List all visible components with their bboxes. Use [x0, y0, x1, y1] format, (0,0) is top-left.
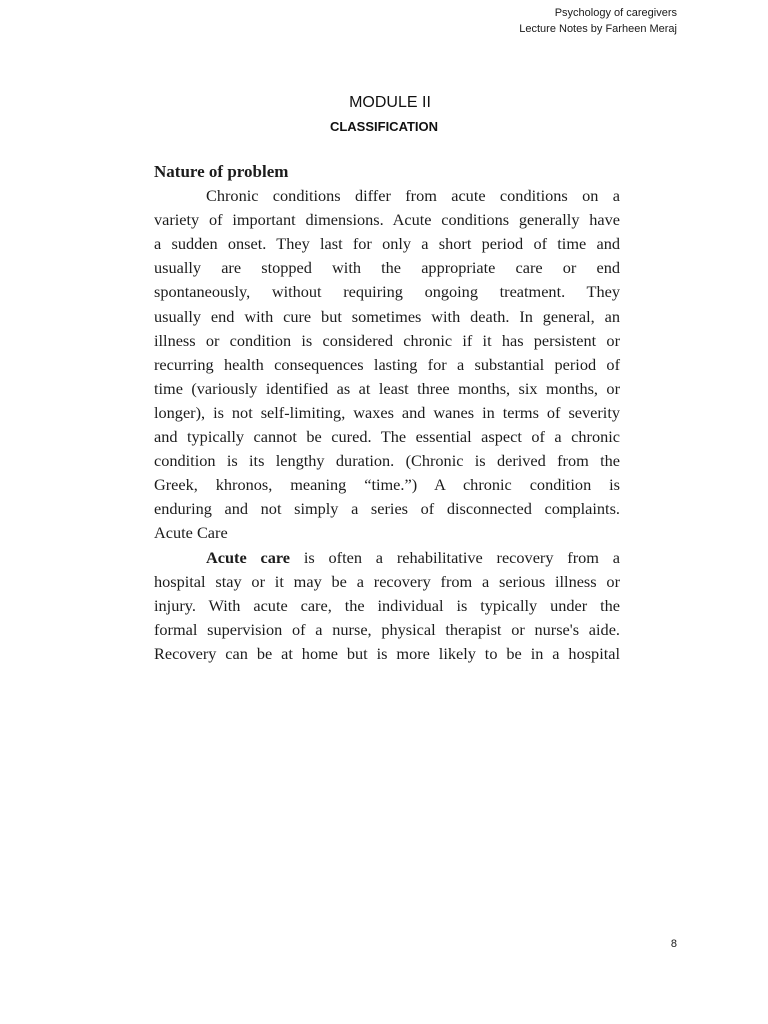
- paragraph-line: Recovery can be at home but is more likely to be in a hospital: [154, 643, 620, 663]
- module-title: MODULE II: [349, 94, 431, 111]
- paragraph-line: hospital stay or it may be a recovery from a serious illness or: [154, 571, 620, 591]
- paragraph-line: usually are stopped with the appropriate care or end: [154, 258, 620, 278]
- paragraph-line: Chronic conditions differ from acute conditions on a: [206, 186, 620, 206]
- header-course-title: Psychology of caregivers: [554, 7, 677, 19]
- paragraph-line: formal supervision of a nurse, physical therapist or nurse's aide.: [154, 619, 620, 639]
- paragraph-line: injury. With acute care, the individual is typically under the: [154, 595, 620, 615]
- page-number: 8: [670, 938, 677, 950]
- paragraph-line: spontaneously, without requiring ongoing treatment. They: [154, 282, 620, 302]
- module-subtitle: CLASSIFICATION: [329, 119, 439, 134]
- paragraph-line: a sudden onset. They last for only a short period of time and: [154, 234, 620, 254]
- header-author-line: Lecture Notes by Farheen Meraj: [519, 23, 677, 35]
- paragraph-line: recurring health consequences lasting for a substantial period of: [154, 354, 620, 374]
- paragraph-line: time (variously identified as at least three months, six months, or: [154, 378, 620, 398]
- paragraph-line: variety of important dimensions. Acute conditions generally have: [154, 210, 620, 230]
- paragraph-line: illness or condition is considered chronic if it has persistent or: [154, 330, 620, 350]
- paragraph-line: and typically cannot be cured. The essential aspect of a chronic: [154, 427, 620, 447]
- paragraph-line-first: [154, 546, 620, 570]
- paragraph-line: condition is its lengthy duration. (Chronic is derived from the: [154, 451, 620, 471]
- paragraph-line: Greek, khronos, meaning “time.”) A chronic condition is: [154, 475, 620, 495]
- section-heading: Nature of problem: [154, 162, 289, 181]
- body-text: [154, 160, 620, 666]
- paragraph-line: usually end with cure but sometimes with death. In general, an: [154, 306, 620, 326]
- paragraph-line: longer), is not self-limiting, waxes and wanes in terms of severity: [154, 402, 620, 422]
- paragraph-line-rest: is often a rehabilitative recovery from a: [290, 547, 620, 567]
- acute-care-term: Acute care: [206, 547, 291, 567]
- acute-care-label: Acute Care: [154, 523, 228, 543]
- paragraph-line: enduring and not simply a series of disconnected complaints.: [154, 499, 620, 519]
